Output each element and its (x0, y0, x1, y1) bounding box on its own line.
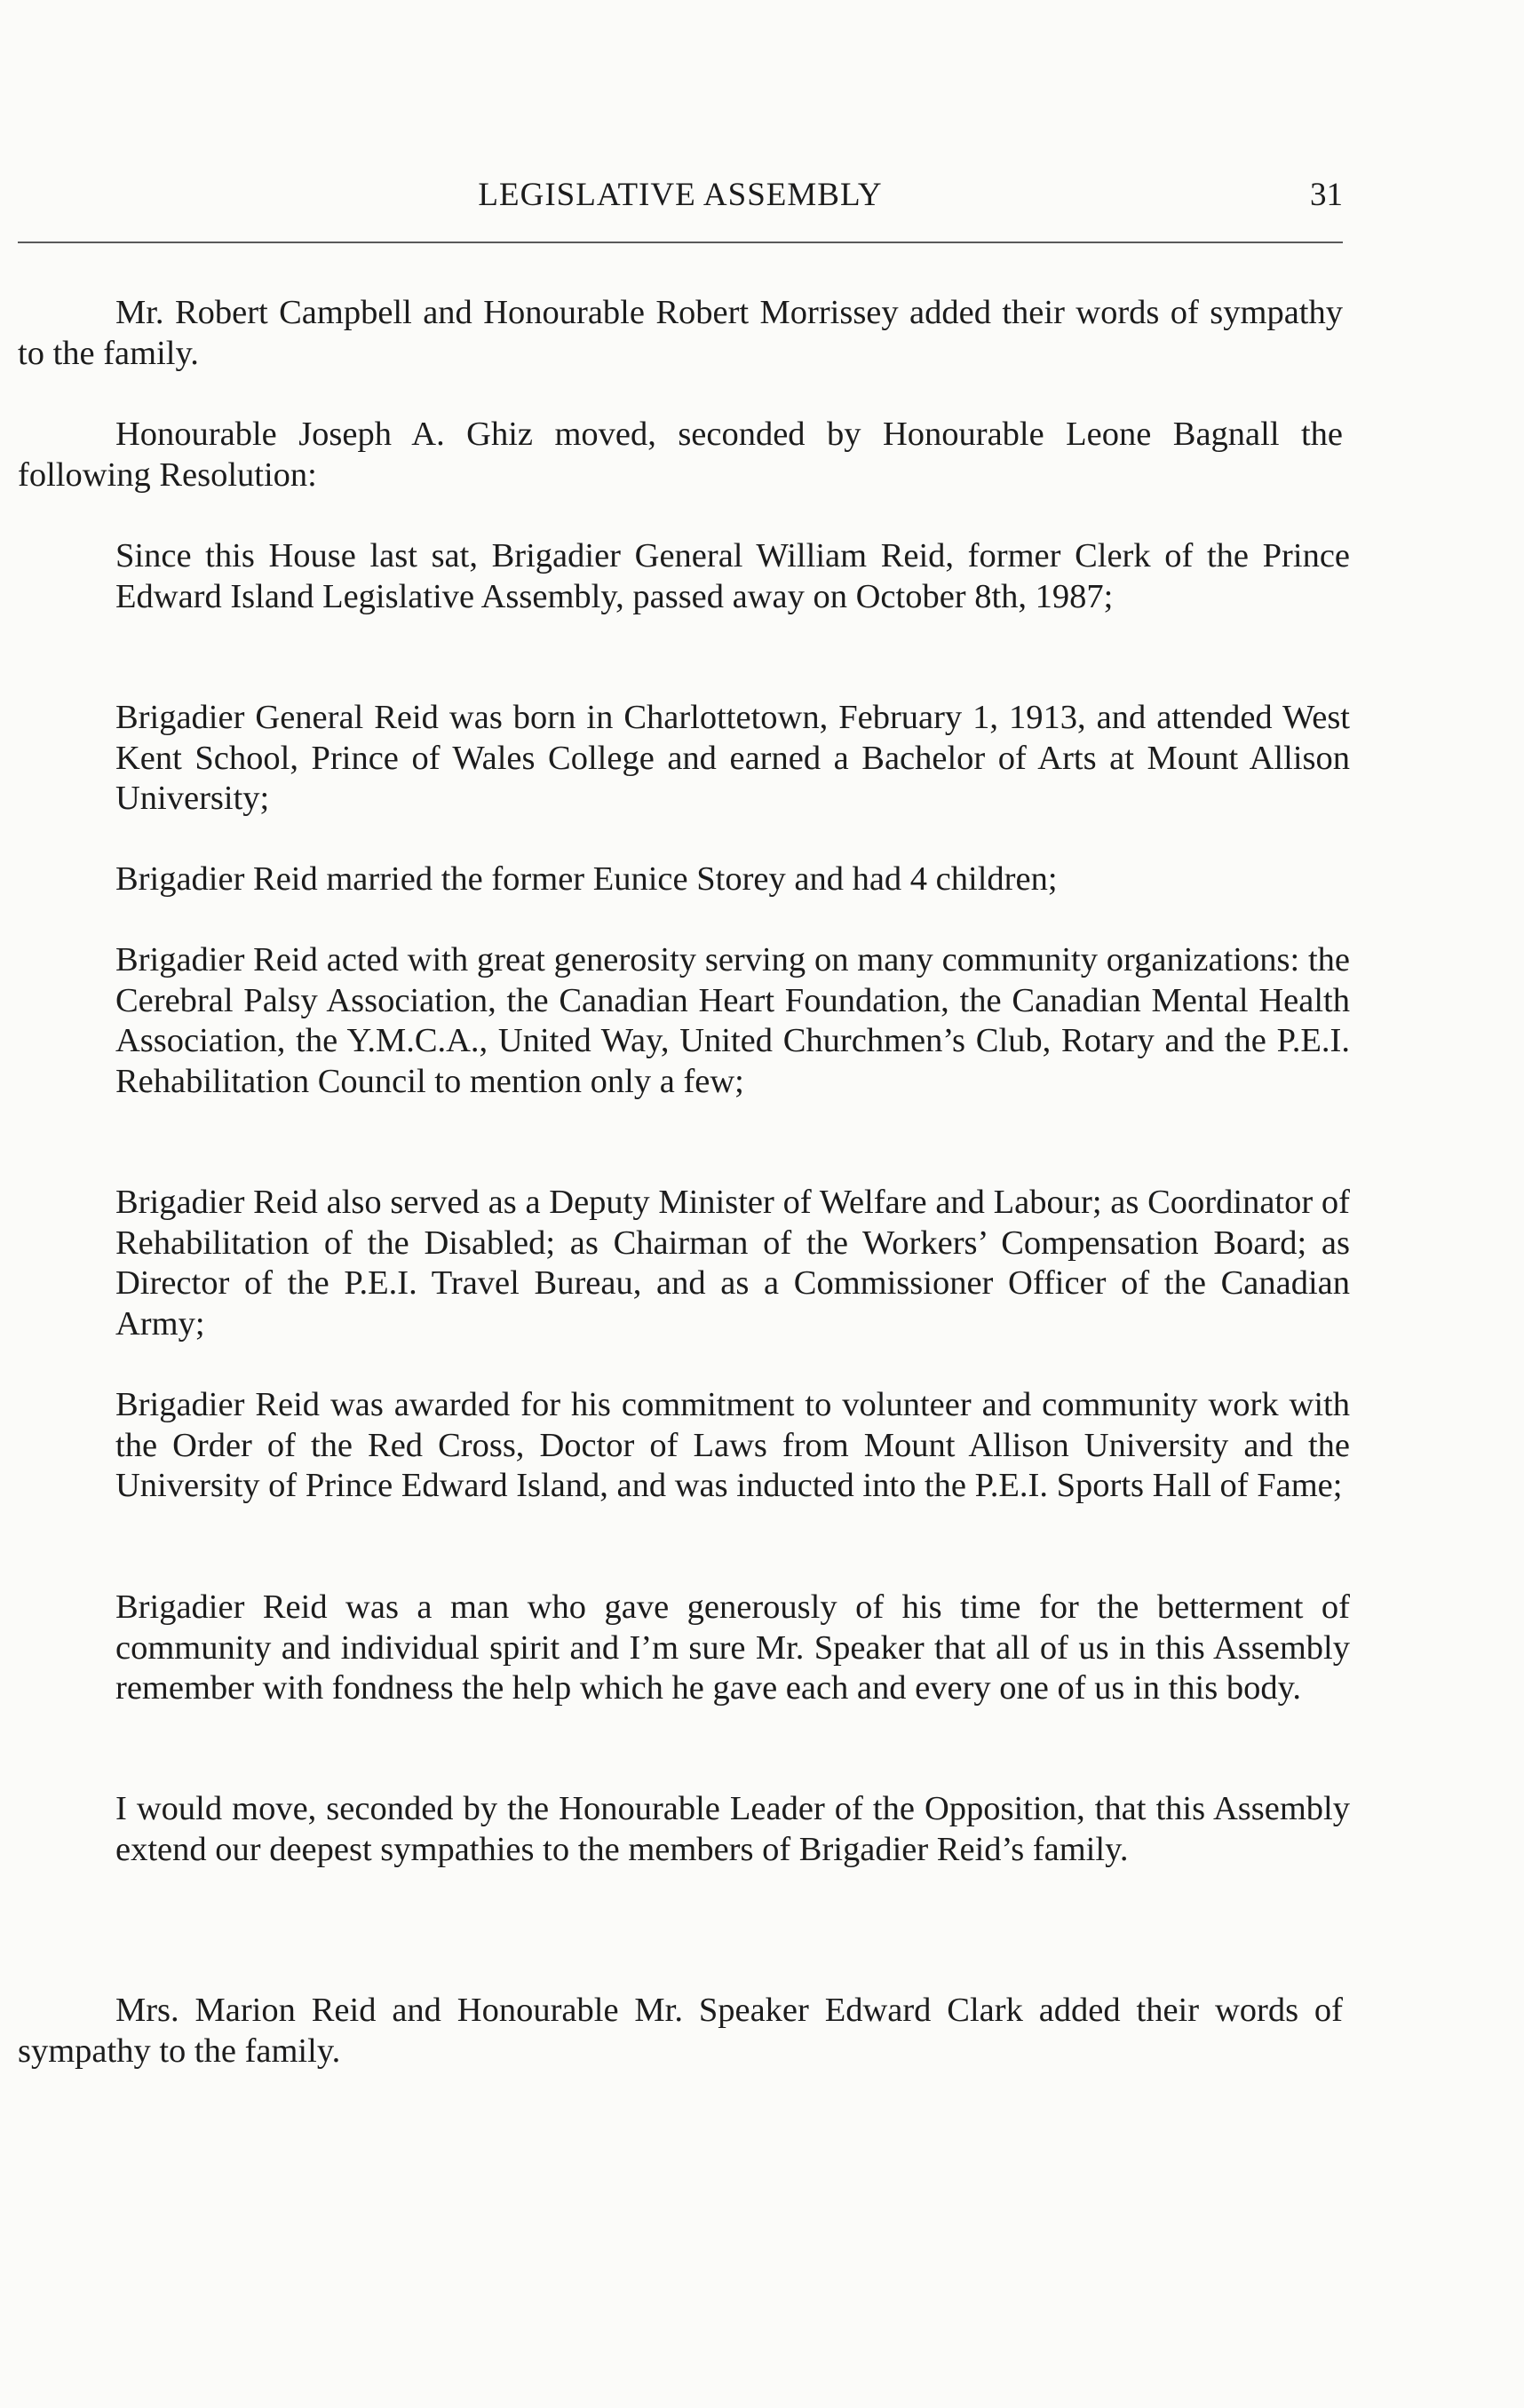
motion-intro-paragraph: Honourable Joseph A. Ghiz moved, seconded by Honourable Leone Bagnall the following Resolution: (18, 416, 1343, 494)
resolution-clause-1: Since this House last sat, Brigadier General William Reid, former Clerk of the Prince Edward Island Legislative Assembly, passed away on October 8th, 1987; (115, 537, 1350, 615)
resolution-clause-6: Brigadier Reid was awarded for his commitment to volunteer and community work with the Order of the Red Cross, Doctor of Laws from Mount Allison University and the University of Prince Edward Island, and was inducted into the P.E.I. Sports Hall of Fame; (115, 1386, 1350, 1504)
resolution-clause-4: Brigadier Reid acted with great generosity serving on many community organizations: the Cerebral Palsy Association, the Canadian Heart Foundation, the Canadian Mental Health Association, the Y.M.C.A., United Way, United Churchmen’s Club, Rotary and the P.E.I. Rehabilitation Council to mention only a few; (115, 941, 1350, 1100)
final-sympathy-paragraph: Mrs. Marion Reid and Honourable Mr. Speaker Edward Clark added their words of sympathy to the family. (18, 1992, 1343, 2070)
resolution-clause-2: Brigadier General Reid was born in Charlottetown, February 1, 1913, and attended West Kent School, Prince of Wales College and earned a Bachelor of Arts at Mount Allison University; (115, 699, 1350, 817)
page-number: 31 (1310, 177, 1343, 213)
running-head: LEGISLATIVE ASSEMBLY (478, 177, 883, 213)
resolution-clause-8: I would move, seconded by the Honourable Leader of the Opposition, that this Assembly extend our deepest sympathies to the members of Brigadier Reid’s family. (115, 1790, 1350, 1868)
resolution-clause-7: Brigadier Reid was a man who gave generously of his time for the betterment of community and individual spirit and I’m sure Mr. Speaker that all of us in this Assembly remember with fondness the help which he gave each and every one of us in this body. (115, 1588, 1350, 1707)
resolution-clause-5: Brigadier Reid also served as a Deputy Minister of Welfare and Labour; as Coordinator of Rehabilitation of the Disabled; as Chairman of the Workers’ Compensation Board; as Director of the P.E.I. Travel Bureau, and as a Commissioner Officer of the Canadian Army; (115, 1184, 1350, 1343)
header-rule (18, 242, 1343, 243)
sympathy-paragraph-1: Mr. Robert Campbell and Honourable Robert Morrissey added their words of sympathy to the family. (18, 294, 1343, 372)
resolution-clause-3: Brigadier Reid married the former Eunice Storey and had 4 children; (115, 860, 1058, 898)
page-header (18, 170, 1343, 220)
